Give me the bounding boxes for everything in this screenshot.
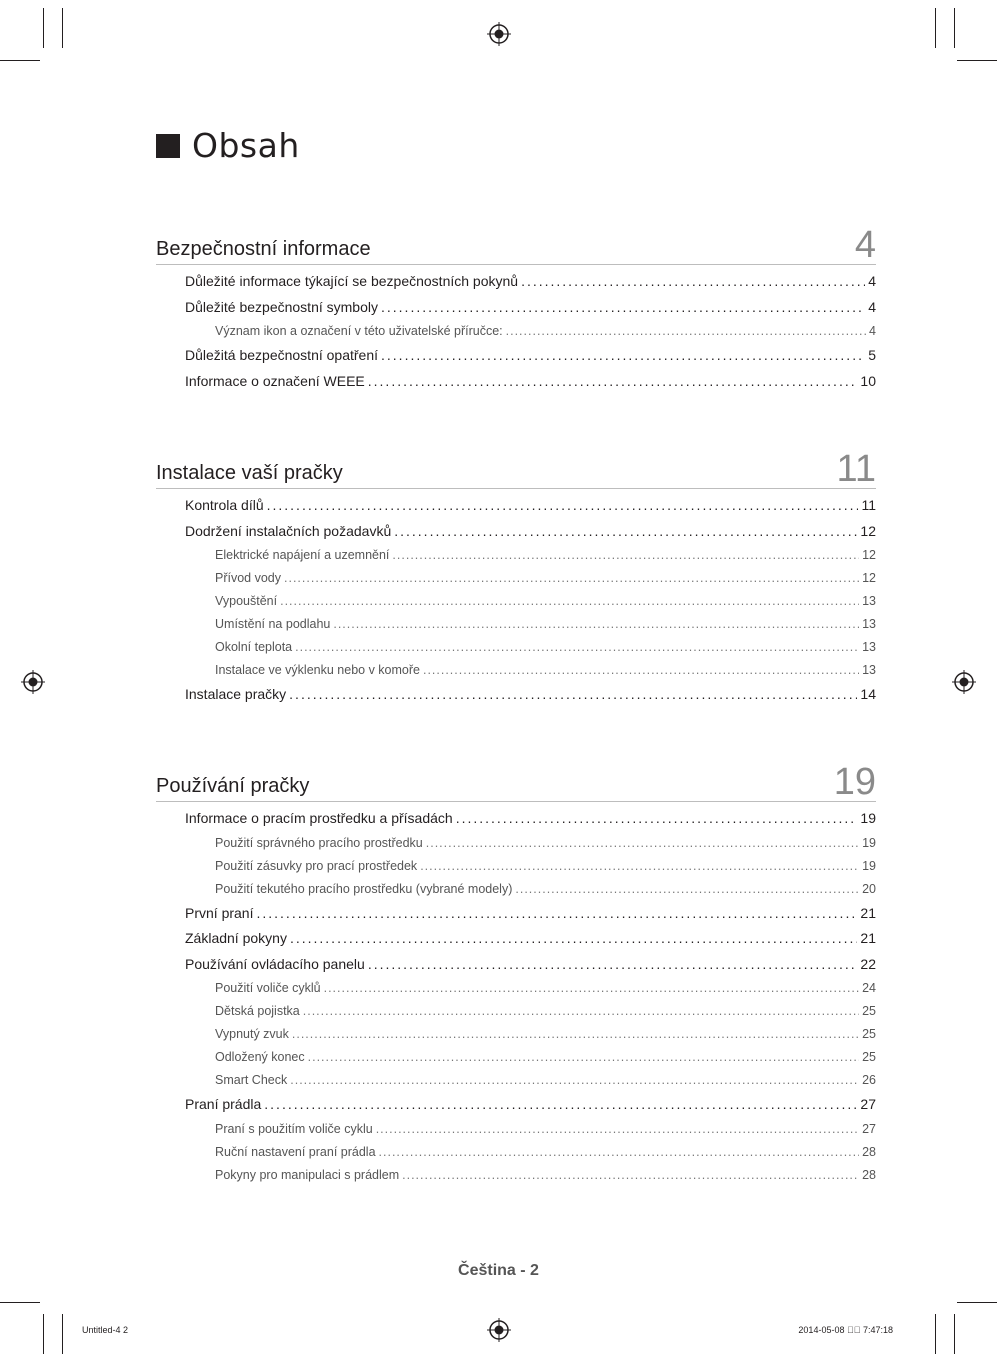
toc-entry-label: Informace o pracím prostředku a přísadách <box>185 810 453 826</box>
leader-dots <box>324 981 859 995</box>
toc-entry-page: 25 <box>862 1050 876 1064</box>
toc-entry-label: Smart Check <box>215 1073 288 1087</box>
leader-dots <box>290 930 857 946</box>
toc-subentry[interactable] <box>156 571 876 594</box>
registration-mark-icon <box>487 1318 511 1342</box>
toc-subentry[interactable] <box>156 836 876 859</box>
page-footer: Čeština - 2 <box>458 1262 539 1279</box>
crop-mark <box>0 60 40 61</box>
section-title[interactable]: Bezpečnostní informace <box>156 238 371 260</box>
toc-entry[interactable] <box>156 1096 876 1122</box>
toc-entry-label: Základní pokyny <box>185 930 287 946</box>
section-header <box>156 448 876 490</box>
toc-subentry[interactable] <box>156 548 876 571</box>
leader-dots <box>292 1027 859 1041</box>
leader-dots <box>376 1122 859 1136</box>
toc-entry[interactable] <box>156 523 876 549</box>
toc-subentry[interactable] <box>156 882 876 905</box>
toc-entry-page: 4 <box>868 273 876 289</box>
section-page-number: 11 <box>836 448 876 490</box>
toc-entry-page: 20 <box>862 881 876 896</box>
toc-entry[interactable] <box>156 810 876 836</box>
page-title <box>156 126 300 165</box>
crop-mark <box>935 8 936 48</box>
toc-section <box>156 448 876 712</box>
crop-mark <box>43 8 44 48</box>
toc-entry-label: Informace o označení WEEE <box>185 372 365 389</box>
toc-entry-label: Praní prádla <box>185 1096 262 1112</box>
toc-subentry[interactable] <box>156 1122 876 1145</box>
toc-list <box>156 497 876 712</box>
toc-section <box>156 761 876 1191</box>
crop-mark <box>957 60 997 61</box>
toc-entry-label: Okolní teplota <box>215 640 293 654</box>
leader-dots <box>289 686 857 702</box>
leader-dots <box>423 663 859 677</box>
toc-entry-label: Dodržení instalačních požadavků <box>185 522 392 539</box>
toc-entry-page: 4 <box>869 324 876 338</box>
toc-entry-page: 12 <box>860 522 876 539</box>
section-header <box>156 761 876 803</box>
toc-entry-label: Praní s použitím voliče cyklu <box>215 1121 373 1136</box>
toc-subentry[interactable] <box>156 1004 876 1027</box>
toc-entry-label: Vypnutý zvuk <box>215 1027 289 1041</box>
leader-dots <box>284 571 859 585</box>
leader-dots <box>379 1145 860 1159</box>
toc-entry-page: 12 <box>862 548 876 562</box>
toc-entry-page: 13 <box>862 663 876 677</box>
crop-mark <box>954 8 955 48</box>
toc-entry[interactable] <box>156 956 876 982</box>
toc-subentry[interactable] <box>156 1168 876 1191</box>
crop-mark <box>43 1314 44 1354</box>
toc-entry-page: 25 <box>862 1004 876 1018</box>
section-title[interactable]: Používání pračky <box>156 775 310 797</box>
toc-entry-page: 5 <box>868 347 876 363</box>
toc-entry[interactable] <box>156 299 876 325</box>
crop-mark <box>62 8 63 48</box>
toc-entry-label: Použití tekutého pracího prostředku (vybrané modely) <box>215 881 513 896</box>
leader-dots <box>420 859 859 873</box>
toc-entry-page: 19 <box>860 810 876 826</box>
registration-mark-icon <box>21 670 45 694</box>
leader-dots <box>280 594 859 608</box>
title-square-icon <box>156 134 180 158</box>
leader-dots <box>303 1004 859 1018</box>
print-slug-left: Untitled-4 2 <box>82 1325 129 1335</box>
toc-entry-label: Umístění na podlahu <box>215 617 331 631</box>
leader-dots <box>308 1050 859 1064</box>
crop-mark <box>954 1314 955 1354</box>
leader-dots <box>368 373 858 389</box>
registration-mark-icon <box>952 670 976 694</box>
toc-list <box>156 810 876 1191</box>
leader-dots <box>368 956 858 972</box>
toc-subentry[interactable] <box>156 981 876 1004</box>
toc-entry-page: 14 <box>860 686 876 702</box>
toc-entry[interactable] <box>156 930 876 956</box>
toc-entry-label: Elektrické napájení a uzemnění <box>215 548 390 562</box>
toc-list <box>156 273 876 398</box>
toc-entry[interactable] <box>156 273 876 299</box>
toc-entry-page: 4 <box>868 298 876 315</box>
toc-entry-page: 28 <box>862 1144 876 1159</box>
toc-entry-page: 19 <box>862 858 876 873</box>
crop-mark <box>957 1302 997 1303</box>
toc-entry-page: 10 <box>860 372 876 389</box>
toc-entry-label: Kontrola dílů <box>185 497 264 513</box>
leader-dots <box>515 882 859 896</box>
toc-entry-label: Ruční nastavení praní prádla <box>215 1144 376 1159</box>
toc-entry-page: 11 <box>861 497 876 513</box>
leader-dots <box>456 810 858 826</box>
leader-dots <box>426 836 859 850</box>
section-page-number: 19 <box>833 761 876 803</box>
toc-entry-page: 27 <box>862 1121 876 1136</box>
toc-entry[interactable] <box>156 373 876 399</box>
leader-dots <box>290 1073 859 1087</box>
toc-entry-page: 27 <box>860 1096 876 1112</box>
crop-mark <box>935 1314 936 1354</box>
registration-mark-icon <box>487 22 511 46</box>
toc-entry-page: 26 <box>862 1073 876 1087</box>
toc-subentry[interactable] <box>156 663 876 686</box>
toc-entry-page: 13 <box>862 640 876 654</box>
toc-subentry[interactable] <box>156 1050 876 1073</box>
toc-entry-label: První praní <box>185 904 254 921</box>
toc-entry-page: 13 <box>862 617 876 631</box>
toc-subentry[interactable] <box>156 1027 876 1050</box>
toc-entry-page: 28 <box>862 1167 876 1182</box>
toc-entry-page: 13 <box>862 594 876 608</box>
section-page-number: 4 <box>854 224 876 266</box>
toc-entry[interactable] <box>156 347 876 373</box>
toc-subentry[interactable] <box>156 594 876 617</box>
toc-entry-label: Důležitá bezpečnostní opatření <box>185 347 379 363</box>
leader-dots <box>394 523 857 539</box>
toc-entry-label: Použití voliče cyklů <box>215 981 321 995</box>
toc-entry-page: 24 <box>862 981 876 995</box>
toc-entry-page: 25 <box>862 1027 876 1041</box>
leader-dots <box>267 497 859 513</box>
toc-entry-page: 12 <box>862 571 876 585</box>
toc-entry-label: Použití správného pracího prostředku <box>215 835 423 850</box>
section-title[interactable]: Instalace vaší pračky <box>156 462 343 484</box>
toc-subentry[interactable] <box>156 324 876 347</box>
crop-mark <box>0 1302 40 1303</box>
toc-entry-label: Přívod vody <box>215 571 282 585</box>
toc-entry[interactable] <box>156 497 876 523</box>
toc-subentry[interactable] <box>156 640 876 663</box>
leader-dots <box>392 548 859 562</box>
toc-section <box>156 224 876 398</box>
toc-entry-page: 22 <box>860 955 876 972</box>
leader-dots <box>333 617 859 631</box>
leader-dots <box>506 324 866 338</box>
toc-entry-page: 19 <box>862 835 876 850</box>
leader-dots <box>264 1096 857 1112</box>
toc-entry-label: Instalace ve výklenku nebo v komoře <box>215 663 420 677</box>
toc-subentry[interactable] <box>156 1073 876 1096</box>
toc-entry-label: Dětská pojistka <box>215 1004 300 1018</box>
leader-dots <box>402 1168 859 1182</box>
toc-entry-label: Pokyny pro manipulaci s prádlem <box>215 1167 400 1182</box>
toc-entry-label: Používání ovládacího panelu <box>185 955 365 972</box>
leader-dots <box>381 299 865 315</box>
leader-dots <box>295 640 859 654</box>
toc-entry-label: Důležité informace týkající se bezpečnostních pokynů <box>185 273 519 289</box>
leader-dots <box>521 273 865 289</box>
toc-entry-page: 21 <box>860 930 876 946</box>
toc-entry-label: Odložený konec <box>215 1050 305 1064</box>
toc-entry-label: Význam ikon a označení v této uživatelské příručce: <box>215 324 503 338</box>
crop-mark <box>62 1314 63 1354</box>
toc-entry[interactable] <box>156 905 876 931</box>
print-slug-right: 2014-05-08 ￿￿ 7:47:18 <box>798 1325 893 1335</box>
toc-entry-label: Použití zásuvky pro prací prostředek <box>215 858 418 873</box>
leader-dots <box>256 905 857 921</box>
toc-entry-label: Vypouštění <box>215 594 278 608</box>
toc-entry[interactable] <box>156 686 876 712</box>
page-title-text: Obsah <box>192 126 300 165</box>
toc-subentry[interactable] <box>156 1145 876 1168</box>
toc-subentry[interactable] <box>156 859 876 882</box>
leader-dots <box>381 347 865 363</box>
toc-entry-page: 21 <box>860 904 876 921</box>
toc-subentry[interactable] <box>156 617 876 640</box>
toc-entry-label: Důležité bezpečnostní symboly <box>185 298 378 315</box>
section-header <box>156 224 876 266</box>
toc-entry-label: Instalace pračky <box>185 686 287 702</box>
